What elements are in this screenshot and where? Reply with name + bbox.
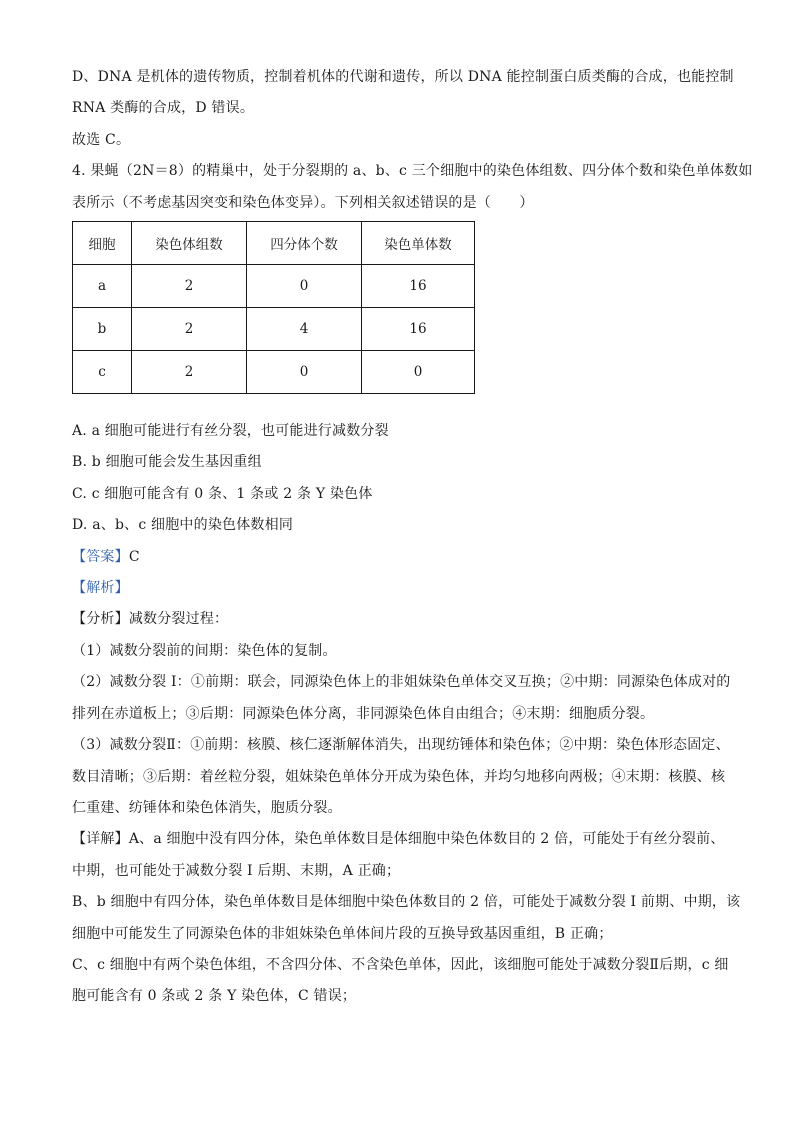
answer-tag: 【答案】 <box>72 548 129 565</box>
table-header-cell: 四分体个数 <box>247 222 362 265</box>
analysis-title: 减数分裂过程： <box>128 611 229 628</box>
detail-line: B、b 细胞中有四分体，染色单体数目是体细胞中染色体数目的 2 倍，可能处于减数分裂 I 前期、中期，该 <box>72 894 741 911</box>
table-row <box>73 308 475 351</box>
table-header-cell: 染色体组数 <box>132 222 247 265</box>
document-page <box>72 62 753 1013</box>
option-d: D. a、b、c 细胞中的染色体数相同 <box>72 517 294 534</box>
table-header-row <box>73 222 475 265</box>
table-cell: 2 <box>132 265 247 308</box>
answer-value: C <box>128 548 140 565</box>
option-c: C. c 细胞可能含有 0 条、1 条或 2 条 Y 染色体 <box>72 485 373 502</box>
detail-line: 中期，也可能处于减数分裂 I 后期、末期，A 正确； <box>72 862 401 879</box>
table-cell: 0 <box>247 265 362 308</box>
detail-first-line <box>72 824 732 855</box>
analysis-line: 仁重建、纺锤体和染色体消失，胞质分裂。 <box>72 799 342 816</box>
table-cell: c <box>73 351 132 394</box>
option-d-explanation-line-1: D、DNA 是机体的遗传物质，控制着机体的代谢和遗传，所以 DNA 能控制蛋白质类酶的合成，也能控制 <box>72 69 734 85</box>
table-cell: 0 <box>247 351 362 394</box>
question-stem-line-1: 4. 果蝇（2N＝8）的精巢中，处于分裂期的 a、b、c 三个细胞中的染色体组数、四分体个数和染色单体数如 <box>72 163 753 180</box>
table-cell: 2 <box>132 308 247 351</box>
option-d-explanation-line-2: RNA 类酶的合成，D 错误。 <box>72 100 255 117</box>
table-cell: a <box>73 265 132 308</box>
table-cell: 16 <box>362 265 475 308</box>
chromosome-data-table <box>72 221 475 394</box>
detail-line: 细胞中可能发生了同源染色体的非姐妹染色单体间片段的互换导致基因重组，B 正确； <box>72 925 613 942</box>
table-cell: b <box>73 308 132 351</box>
table-header-cell: 细胞 <box>73 222 132 265</box>
analysis-line: （2）减数分裂 I：①前期：联会，同源染色体上的非姐妹染色单体交叉互换；②中期：同源染色体成对的 <box>72 674 731 691</box>
table-row <box>73 265 475 308</box>
analysis-line: （3）减数分裂Ⅱ：①前期：核膜、核仁逐渐解体消失，出现纺锤体和染色体；②中期：染色体形态固定、 <box>72 737 730 754</box>
detail-tag: 【详解】 <box>72 831 129 848</box>
table-row <box>73 351 475 394</box>
table-cell: 16 <box>362 308 475 351</box>
detail-line: 胞可能含有 0 条或 2 条 Y 染色体，C 错误； <box>72 988 357 1005</box>
previous-answer-choice: 故选 C。 <box>72 131 131 148</box>
table-cell: 2 <box>132 351 247 394</box>
answer-line <box>72 542 732 573</box>
analysis-line: 排列在赤道板上；③后期：同源染色体分离，非同源染色体自由组合；④末期：细胞质分裂。 <box>72 705 655 722</box>
table-cell: 4 <box>247 308 362 351</box>
analysis-tag: 【解析】 <box>72 580 129 597</box>
detail-first-text: A、a 细胞中没有四分体，染色单体数目是体细胞中染色体数目的 2 倍，可能处于有丝分裂前、 <box>128 831 725 848</box>
analysis-heading <box>72 573 732 604</box>
table-cell: 0 <box>362 351 475 394</box>
option-b: B. b 细胞可能会发生基因重组 <box>72 454 262 471</box>
analysis-line: 数目清晰；③后期：着丝粒分裂，姐妹染色单体分开成为染色体，并均匀地移向两极；④末期：核膜、核 <box>72 768 726 785</box>
analysis-sub-tag: 【分析】 <box>72 611 129 628</box>
analysis-line: （1）减数分裂前的间期：染色体的复制。 <box>72 642 337 659</box>
table-header-cell: 染色单体数 <box>362 222 475 265</box>
option-a: A. a 细胞可能进行有丝分裂，也可能进行减数分裂 <box>72 423 389 440</box>
analysis-title-line <box>72 604 732 635</box>
question-stem-line-2: 表所示（不考虑基因突变和染色体变异）。下列相关叙述错误的是（ ） <box>72 194 534 211</box>
detail-line: C、c 细胞中有两个染色体组，不含四分体、不含染色单体，因此，该细胞可能处于减数分裂Ⅱ后期，c 细 <box>72 956 729 973</box>
